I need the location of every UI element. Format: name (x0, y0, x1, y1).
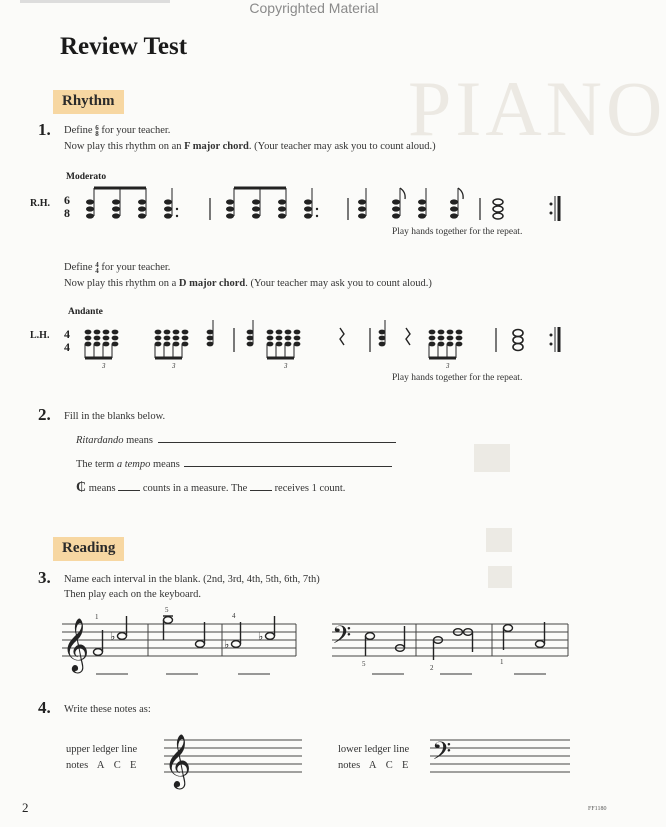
chord-note (429, 330, 436, 358)
chord-note (182, 330, 189, 358)
chord-note (276, 330, 283, 358)
staff-time-bottom: 4 (64, 340, 70, 354)
rhythm-staff-1 (60, 178, 580, 228)
triplet-mark: 3 (446, 362, 450, 370)
q3-line-1: Name each interval in the blank. (2nd, 3rd, 4th, 5th, 6th, 7th) (64, 574, 320, 585)
catalog-code: FF1180 (588, 806, 607, 812)
treble-answer-staff[interactable] (164, 728, 306, 787)
treble-clef: 𝄞 (164, 733, 192, 787)
staff-time-bottom: 8 (64, 206, 70, 220)
repeat-sign (550, 327, 560, 352)
hand-label-lh: L.H. (30, 330, 50, 341)
chord-note (456, 330, 463, 358)
chord-note (285, 330, 292, 358)
q1-line-2: Now play this rhythm on an F major chord. (Your teacher may ask you to count aloud.) (64, 141, 436, 152)
page-number: 2 (22, 800, 29, 815)
finger-number: 5 (165, 606, 169, 614)
quarter-rest (406, 328, 410, 345)
half-note (164, 617, 173, 624)
question-number-1: 1. (38, 120, 51, 139)
bass-answer-staff[interactable] (430, 728, 574, 784)
repeat-note-2: Play hands together for the repeat. (392, 373, 523, 383)
flag (400, 188, 405, 199)
page-title: Review Test (60, 33, 188, 60)
time-signature-inline: 6 8 (95, 123, 99, 138)
note-name: E (129, 760, 137, 771)
flat-sign: ♭ (224, 638, 230, 651)
chord-note (278, 188, 286, 219)
bass-clef: 𝄢 (432, 737, 452, 772)
note-name: E (401, 760, 409, 771)
finger-number: 2 (430, 664, 434, 672)
answer-blank[interactable] (250, 490, 272, 491)
bass-interval-staff (332, 608, 574, 678)
q3-line-2: Then play each on the keyboard. (64, 589, 202, 600)
half-note (232, 641, 241, 648)
note-name: C (385, 760, 393, 771)
quarter-rest (340, 328, 344, 345)
background-decoration (474, 444, 510, 472)
section-label-reading: Reading (53, 537, 124, 561)
half-note (196, 641, 205, 648)
q4-left-label-2: notes A C E (66, 760, 137, 771)
q2-intro: Fill in the blanks below. (64, 411, 166, 422)
q1-line-1: Define 6 8 for your teacher. (64, 123, 171, 138)
chord-note (252, 188, 260, 219)
finger-number: 4 (232, 612, 236, 620)
whole-chord (513, 330, 523, 351)
chord-note (267, 330, 274, 358)
chord-note (392, 188, 400, 219)
triplet-mark: 3 (284, 362, 288, 370)
half-note (266, 633, 275, 640)
answer-blank[interactable] (184, 466, 392, 467)
whole-chord (493, 199, 503, 219)
q2-meter-line: ₵ means counts in a measure. The receives 1 count. (76, 480, 346, 495)
q1b-line-2: Now play this rhythm on a D major chord. (Your teacher may ask you to count aloud.) (64, 278, 432, 289)
chord-note (94, 330, 101, 358)
repeat-note-1: Play hands together for the repeat. (392, 227, 523, 237)
hand-label-rh: R.H. (30, 198, 50, 209)
chord-note (418, 188, 426, 219)
chord-note (155, 330, 162, 358)
rhythm-staff-2 (60, 312, 580, 378)
q4-right-label-2: notes A C E (338, 760, 409, 771)
repeat-sign (550, 196, 560, 221)
chord-note (164, 188, 178, 219)
chord-note (379, 320, 386, 346)
q4-intro: Write these notes as: (64, 704, 151, 715)
chord-note (112, 330, 119, 358)
treble-clef: 𝄞 (62, 617, 90, 671)
finger-number: 1 (500, 658, 504, 666)
half-note (504, 625, 513, 632)
chord-note (447, 330, 454, 358)
chord-note (438, 330, 445, 358)
chord-note (247, 320, 254, 346)
chord-note (138, 188, 146, 219)
q2-ritardando-line: Ritardando means (76, 433, 396, 448)
cut-time-symbol: ₵ (76, 480, 87, 495)
triplet-mark: 3 (102, 362, 106, 370)
q2-a-tempo-line: The term a tempo means (76, 457, 392, 472)
tempo-marking-moderato: Moderato (66, 172, 107, 182)
q1b-line-1: Define 4 4 for your teacher. (64, 260, 171, 275)
background-decoration (486, 528, 512, 552)
half-note (118, 633, 127, 640)
section-label-rhythm: Rhythm (53, 90, 124, 114)
staff-time-top: 4 (64, 327, 70, 341)
chord-note (103, 330, 110, 358)
chord-note (226, 188, 234, 219)
chord-note (450, 188, 458, 219)
treble-interval-staff (62, 608, 302, 678)
flag (458, 188, 463, 199)
half-note (536, 641, 545, 648)
finger-number: 1 (95, 613, 99, 621)
note-name: A (368, 760, 377, 771)
chord-note (85, 330, 92, 358)
finger-number: 5 (362, 660, 366, 668)
chord-note (86, 188, 94, 219)
question-number-3: 3. (38, 568, 51, 587)
chord-note (173, 330, 180, 358)
chord-note (358, 188, 366, 219)
answer-blank[interactable] (118, 490, 140, 491)
bass-clef: 𝄢 (332, 621, 352, 656)
chord-note (164, 330, 171, 358)
staff-time-top: 6 (64, 193, 70, 207)
chord-note (294, 330, 301, 358)
chord-note (304, 188, 318, 219)
q4-left-label-1: upper ledger line (66, 744, 138, 755)
tempo-marking-andante: Andante (68, 307, 103, 317)
ghost-background-text: PIANO (408, 65, 666, 152)
background-decoration (488, 566, 512, 588)
chord-note (112, 188, 120, 219)
triplet-mark: 3 (172, 362, 176, 370)
answer-blank[interactable] (158, 442, 396, 443)
question-number-4: 4. (38, 698, 51, 717)
flat-sign: ♭ (110, 630, 116, 643)
note-name: C (113, 760, 121, 771)
time-signature-inline: 4 4 (95, 260, 99, 275)
half-note (366, 633, 375, 640)
note-name: A (96, 760, 105, 771)
half-note (94, 649, 103, 656)
question-number-2: 2. (38, 405, 51, 424)
chord-note (207, 320, 214, 346)
q4-right-label-1: lower ledger line (338, 744, 410, 755)
flat-sign: ♭ (258, 630, 264, 643)
copyright-watermark: Copyrighted Material (249, 0, 379, 16)
